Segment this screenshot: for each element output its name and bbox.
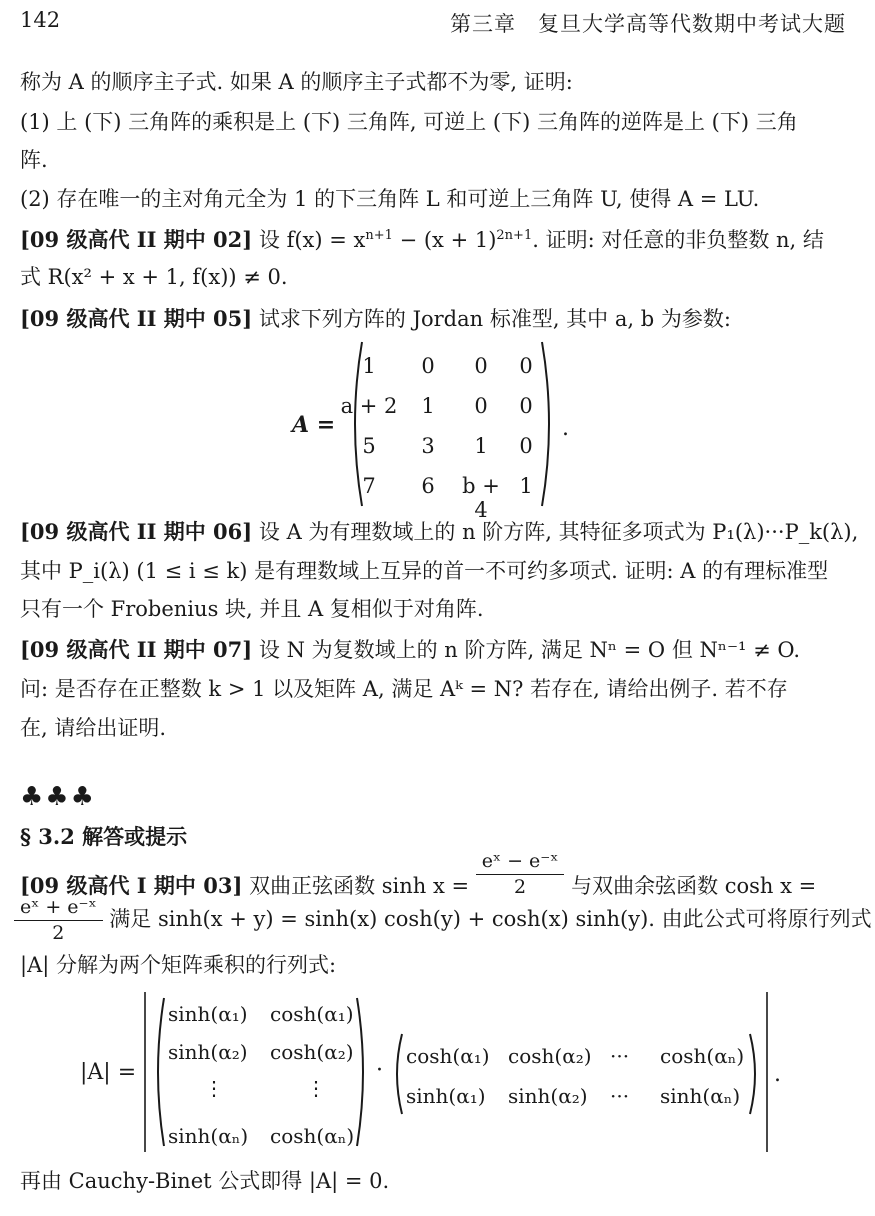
page-header bbox=[20, 8, 846, 36]
problem-text: 试求下列方阵的 Jordan 标准型, 其中 a, b 为参数: bbox=[252, 307, 731, 331]
matrix-cell: 0 bbox=[474, 354, 488, 378]
matrix-cell: a + 2 bbox=[340, 394, 398, 418]
sinh-fraction bbox=[476, 852, 565, 897]
text-line: 问: 是否存在正整数 k > 1 以及矩阵 A, 满足 Aᵏ = N? 若存在, 请给出例子. 若不存 bbox=[20, 677, 788, 701]
matrix-cell: 3 bbox=[421, 434, 435, 458]
trailing-period: . bbox=[562, 416, 569, 441]
determinant-factorization bbox=[80, 990, 800, 1155]
matrix-cell: 0 bbox=[519, 394, 533, 418]
left-paren bbox=[152, 996, 166, 1148]
text-line: (2) 存在唯一的主对角元全为 1 的下三角阵 L 和可逆上三角阵 U, 使得 A = LU. bbox=[20, 187, 760, 211]
problem-text: 满足 sinh(x + y) = sinh(x) cosh(y) + cosh(x) sinh(y). 由此公式可将原行列式 bbox=[102, 907, 872, 931]
matrix-cell: 0 bbox=[474, 394, 488, 418]
matrix-cell: 0 bbox=[519, 354, 533, 378]
determinant-bar-left bbox=[142, 992, 150, 1152]
matrix-cell: sinh(α₂) bbox=[168, 1040, 248, 1064]
matrix-cell: 7 bbox=[362, 474, 376, 498]
text-line: 再由 Cauchy-Binet 公式即得 |A| = 0. bbox=[20, 1169, 390, 1193]
clubs-ornament: ♣♣♣ bbox=[20, 782, 96, 812]
cosh-fraction bbox=[14, 898, 103, 943]
matrix-lhs: A = bbox=[292, 412, 336, 438]
matrix-cell: 1 bbox=[362, 354, 376, 378]
fraction-numerator: eˣ + e⁻ˣ bbox=[20, 896, 97, 918]
matrix-cell: 0 bbox=[421, 354, 435, 378]
problem-text: 设 N 为复数域上的 n 阶方阵, 满足 Nⁿ = O 但 Nⁿ⁻¹ ≠ O. bbox=[252, 638, 801, 662]
jordan-matrix-equation bbox=[290, 340, 590, 522]
text-line: 阵. bbox=[20, 148, 48, 172]
matrix-cell: sinh(α₂) bbox=[508, 1084, 588, 1108]
solution-03-line1 bbox=[20, 852, 846, 896]
matrix-cell: cosh(α₁) bbox=[406, 1044, 490, 1068]
matrix-cell: 1 bbox=[519, 474, 533, 498]
problem-text: 与双曲余弦函数 cosh x = bbox=[564, 874, 817, 898]
matrix-lhs: |A| = bbox=[80, 1060, 137, 1085]
matrix-cell: sinh(α₁) bbox=[168, 1002, 248, 1026]
fraction-bar bbox=[14, 920, 103, 921]
exponent: 2n+1 bbox=[496, 228, 533, 243]
matrix-cell: cosh(α₂) bbox=[508, 1044, 592, 1068]
text-line: 称为 A 的顺序主子式. 如果 A 的顺序主子式都不为零, 证明: bbox=[20, 70, 573, 94]
problem-06-line1 bbox=[20, 519, 859, 544]
matrix-cell: cosh(αₙ) bbox=[270, 1124, 355, 1148]
right-paren bbox=[748, 1032, 760, 1116]
matrix-cell: ⋮ bbox=[306, 1076, 326, 1100]
matrix-cell: 1 bbox=[421, 394, 435, 418]
solution-03-line2 bbox=[20, 896, 872, 944]
problem-tag: [09 级高代 II 期中 07] bbox=[20, 637, 253, 662]
left-paren bbox=[392, 1032, 404, 1116]
chapter-title: 第三章 复旦大学高等代数期中考试大题 bbox=[450, 12, 846, 36]
matrix-cell: cosh(α₁) bbox=[270, 1002, 354, 1026]
multiplication-dot: · bbox=[376, 1058, 383, 1083]
matrix-cell: ⋮ bbox=[204, 1076, 224, 1100]
problem-07-line1 bbox=[20, 639, 846, 661]
text-line: 式 R(x² + x + 1, f(x)) ≠ 0. bbox=[20, 265, 288, 289]
problem-02-line1 bbox=[20, 229, 846, 251]
text-line: 其中 P_i(λ) (1 ≤ i ≤ k) 是有理数域上互异的首一不可约多项式. 证明: A 的有理标准型 bbox=[20, 559, 829, 583]
matrix-cell: 1 bbox=[474, 434, 488, 458]
problem-text: 设 f(x) = x bbox=[252, 228, 366, 252]
right-paren bbox=[355, 996, 369, 1148]
text-line: 在, 请给出证明. bbox=[20, 716, 167, 740]
matrix-cell: sinh(αₙ) bbox=[168, 1124, 249, 1148]
matrix-cell: 5 bbox=[362, 434, 376, 458]
matrix-cell: cosh(α₂) bbox=[270, 1040, 354, 1064]
matrix-grid bbox=[340, 346, 556, 522]
matrix-cell: ··· bbox=[610, 1084, 630, 1108]
matrix-cell: ··· bbox=[610, 1044, 630, 1068]
fraction-bar bbox=[476, 874, 565, 875]
problem-tag: [09 级高代 II 期中 05] bbox=[20, 306, 253, 331]
matrix-cell: b + 4 bbox=[462, 474, 500, 522]
exponent: n+1 bbox=[365, 228, 393, 243]
problem-tag: [09 级高代 II 期中 02] bbox=[20, 227, 253, 252]
matrix-cell: sinh(αₙ) bbox=[660, 1084, 741, 1108]
fraction-denominator: 2 bbox=[52, 922, 65, 944]
section-heading: § 3.2 解答或提示 bbox=[20, 824, 188, 849]
text-line: |A| 分解为两个矩阵乘积的行列式: bbox=[20, 953, 337, 977]
matrix-cell: sinh(α₁) bbox=[406, 1084, 486, 1108]
determinant-bar-right bbox=[764, 992, 772, 1152]
problem-text: . 证明: 对任意的非负整数 n, 结 bbox=[532, 228, 824, 252]
matrix-cell: 0 bbox=[519, 434, 533, 458]
problem-05-line bbox=[20, 308, 846, 330]
fraction-numerator: eˣ − e⁻ˣ bbox=[481, 850, 559, 872]
problem-text: 双曲正弦函数 sinh x = bbox=[242, 874, 470, 898]
text-line: (1) 上 (下) 三角阵的乘积是上 (下) 三角阵, 可逆上 (下) 三角阵的逆阵是上 (下) 三角 bbox=[20, 110, 798, 134]
trailing-period: . bbox=[774, 1062, 781, 1087]
matrix-cell: 6 bbox=[421, 474, 435, 498]
right-paren bbox=[540, 340, 556, 508]
matrix-cell: cosh(αₙ) bbox=[660, 1044, 745, 1068]
fraction-denominator: 2 bbox=[514, 876, 527, 898]
problem-tag: [09 级高代 II 期中 06] bbox=[20, 519, 253, 544]
problem-text: − (x + 1) bbox=[392, 228, 497, 252]
problem-tag: [09 级高代 I 期中 03] bbox=[20, 873, 243, 898]
page-number: 142 bbox=[20, 8, 61, 32]
text-line: 只有一个 Frobenius 块, 并且 A 复相似于对角阵. bbox=[20, 597, 484, 621]
problem-text: 设 A 为有理数域上的 n 阶方阵, 其特征多项式为 P₁(λ)···P_k(λ), bbox=[252, 520, 859, 544]
